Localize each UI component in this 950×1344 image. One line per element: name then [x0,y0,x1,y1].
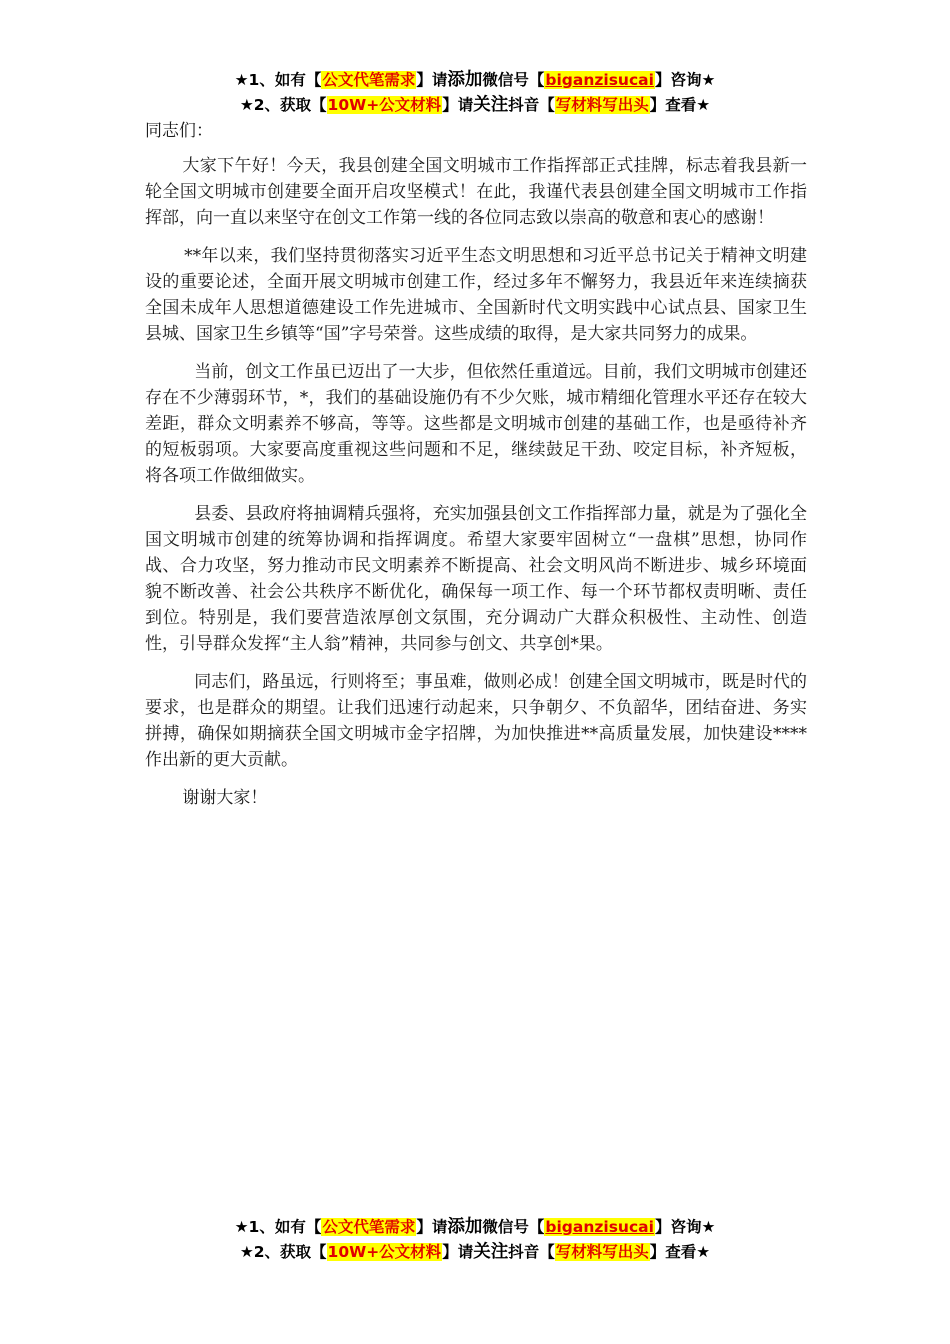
promo-text: 抖音【 [508,1243,555,1261]
promo-wechat-id: biganzisucai [545,1218,654,1236]
paragraph-3: 当前，创文工作虽已迈出了一大步，但依然任重道远。目前，我们文明城市创建还存在不少薄弱环节，*，我们的基础设施仍有不少欠账，城市精细化管理水平还存在较大差距，群众文明素养不够高，等等。这些都是文明城市创建的基础工作，也是亟待补齐的短板弱项。大家要高度重视这些问题和不足，继续鼓足干劲、咬定目标，补齐短板，将各项工作做细做实。 [145,362,807,486]
promo-text: 】咨询★ [654,71,716,89]
promo-text: 】咨询★ [654,1218,716,1236]
promo-line-2 [0,93,950,118]
promo-text: 】查看★ [649,96,711,114]
promo-douyin-account: 写材料写出头 [555,96,649,114]
promo-line-2 [0,1240,950,1265]
paragraph-4: 县委、县政府将抽调精兵强将，充实加强县创文工作指挥部力量，就是为了强化全国文明城市创建的统筹协调和指挥调度。希望大家要牢固树立“一盘棋”思想，协同作战、合力攻坚，努力推动市民文明素养不断提高、社会文明风尚不断进步、城乡环境面貌不断改善、社会公共秩序不断优化，确保每一项工作、每一个环节都权责明晰、责任到位。特别是，我们要营造浓厚创文氛围，充分调动广大群众积极性、主动性、创造性，引导群众发挥“主人翁”精神，共同参与创文、共享创*果。 [145,504,807,654]
promo-text: ★1、如有【 [234,71,322,89]
promo-text: 】请 [416,1218,448,1236]
promo-emphasis: 关注 [473,1242,509,1262]
promo-highlight-service: 公文代笔需求 [322,1218,416,1236]
promo-text: ★2、获取【 [239,96,327,114]
promo-highlight-materials: 10W+公文材料 [327,1243,442,1261]
salutation: 同志们： [145,121,213,141]
promo-text: 微信号【 [482,1218,545,1236]
header-promo-banner [0,68,950,118]
paragraph-5: 同志们，路虽远，行则将至；事虽难，做则必成！创建全国文明城市，既是时代的要求，也是群众的期望。让我们迅速行动起来，只争朝夕、不负韶华，团结奋进、务实拼搏，确保如期摘获全国文明城市金字招牌，为加快推进**高质量发展，加快建设****作出新的更大贡献。 [145,672,807,770]
promo-text: 微信号【 [482,71,545,89]
paragraph-2: **年以来，我们坚持贯彻落实习近平生态文明思想和习近平总书记关于精神文明建设的重要论述，全面开展文明城市创建工作，经过多年不懈努力，我县近年来连续摘获全国未成年人思想道德建设工作先进城市、全国新时代文明实践中心试点县、国家卫生县城、国家卫生乡镇等“国”字号荣誉。这些成绩的取得，是大家共同努力的成果。 [145,246,807,344]
promo-emphasis: 关注 [473,95,509,115]
promo-text: ★2、获取【 [239,1243,327,1261]
footer-promo-banner [0,1215,950,1265]
promo-text: ★1、如有【 [234,1218,322,1236]
promo-douyin-account: 写材料写出头 [555,1243,649,1261]
promo-text: 】请 [442,1243,474,1261]
promo-text: 】查看★ [649,1243,711,1261]
closing-remark: 谢谢大家！ [182,788,268,808]
promo-emphasis: 添加 [447,1217,483,1237]
promo-text: 抖音【 [508,96,555,114]
promo-wechat-id: biganzisucai [545,71,654,89]
promo-text: 】请 [442,96,474,114]
promo-emphasis: 添加 [447,70,483,90]
promo-line-1 [0,68,950,93]
promo-highlight-materials: 10W+公文材料 [327,96,442,114]
promo-highlight-service: 公文代笔需求 [322,71,416,89]
paragraph-1: 大家下午好！今天，我县创建全国文明城市工作指挥部正式挂牌，标志着我县新一轮全国文明城市创建要全面开启攻坚模式！在此，我谨代表县创建全国文明城市工作指挥部，向一直以来坚守在创文工作第一线的各位同志致以崇高的敬意和衷心的感谢！ [145,156,807,228]
document-body [145,118,807,811]
promo-text: 】请 [416,71,448,89]
promo-line-1 [0,1215,950,1240]
